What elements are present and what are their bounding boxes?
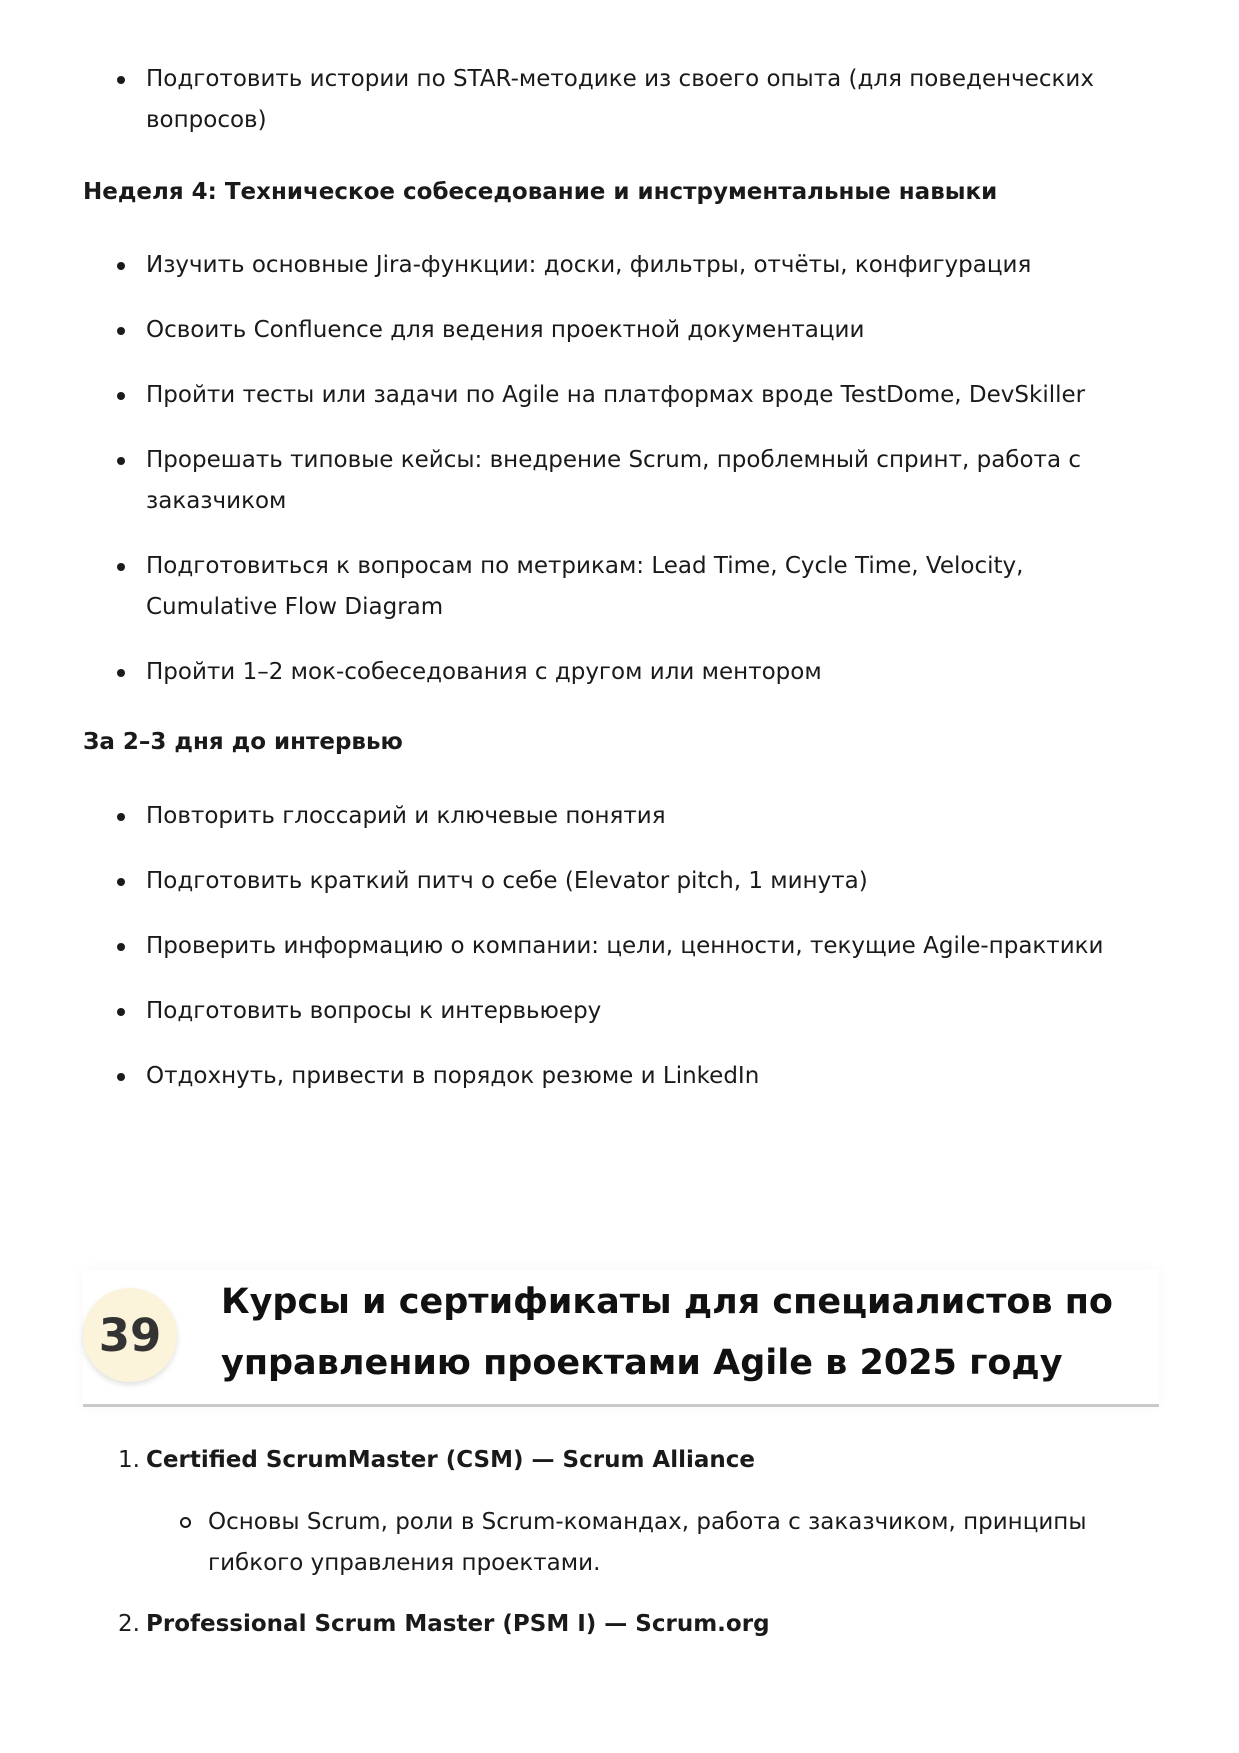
bullet-icon <box>117 1008 125 1016</box>
list-item <box>0 861 1239 902</box>
list-item <box>0 59 1239 141</box>
chapter-title: Курсы и сертификаты для специалистов по управлению проектами Agile в 2025 году <box>221 1282 1113 1383</box>
star-list <box>0 59 1239 141</box>
bullet-icon <box>117 878 125 886</box>
chapter-number-badge: 39 <box>83 1288 177 1382</box>
bullet-icon <box>117 457 125 465</box>
course-item <box>0 1440 1239 1584</box>
list-item <box>0 546 1239 628</box>
course-number: 2. <box>118 1611 140 1637</box>
bullet-icon <box>117 669 125 677</box>
list-item-text: Подготовиться к вопросам по метрикам: Lead Time, Cycle Time, Velocity, Cumulative Flow Diagram <box>146 553 1024 620</box>
list-item <box>0 1056 1239 1097</box>
list-item <box>0 652 1239 693</box>
week4-heading: Неделя 4: Техническое собеседование и инструментальные навыки <box>83 179 998 205</box>
course-title: Certified ScrumMaster (CSM) — Scrum Alliance <box>146 1447 756 1473</box>
bullet-icon <box>117 943 125 951</box>
bullet-icon <box>117 813 125 821</box>
list-item <box>0 310 1239 351</box>
bullet-icon <box>117 327 125 335</box>
list-item-text: Изучить основные Jira-функции: доски, фильтры, отчёты, конфигурация <box>146 252 1032 278</box>
before-interview-list <box>0 796 1239 1097</box>
list-item-text: Подготовить вопросы к интервьюеру <box>146 998 602 1024</box>
list-item <box>0 796 1239 837</box>
list-item-text: Пройти тесты или задачи по Agile на платформах вроде TestDome, DevSkiller <box>146 382 1086 408</box>
list-item-text: Отдохнуть, привести в порядок резюме и LinkedIn <box>146 1063 760 1089</box>
courses-list <box>0 1440 1239 1645</box>
course-item <box>0 1604 1239 1645</box>
list-item <box>0 245 1239 286</box>
before-interview-heading: За 2–3 дня до интервью <box>83 729 403 755</box>
list-item <box>0 440 1239 522</box>
list-item-text: Подготовить краткий питч о себе (Elevator pitch, 1 минута) <box>146 868 868 894</box>
list-item <box>0 991 1239 1032</box>
hollow-bullet-icon <box>180 1517 191 1528</box>
course-description-item <box>146 1502 1139 1584</box>
list-item-text: Пройти 1–2 мок-собеседования с другом или ментором <box>146 659 822 685</box>
list-item <box>0 375 1239 416</box>
bullet-icon <box>117 392 125 400</box>
list-item-text: Проверить информацию о компании: цели, ценности, текущие Agile-практики <box>146 933 1104 959</box>
list-item-text: Прорешать типовые кейсы: внедрение Scrum, проблемный спринт, работа с заказчиком <box>146 447 1081 514</box>
week4-list <box>0 245 1239 693</box>
bullet-icon <box>117 563 125 571</box>
bullet-icon <box>117 262 125 270</box>
bullet-icon <box>117 1073 125 1081</box>
chapter-header <box>83 1270 1159 1407</box>
list-item-text: Освоить Confluence для ведения проектной документации <box>146 317 865 343</box>
bullet-icon <box>117 76 125 84</box>
course-description: Основы Scrum, роли в Scrum-командах, работа с заказчиком, принципы гибкого управления проектами. <box>208 1509 1087 1576</box>
list-item-text: Повторить глоссарий и ключевые понятия <box>146 803 666 829</box>
course-title: Professional Scrum Master (PSM I) — Scrum.org <box>146 1611 770 1637</box>
list-item-text: Подготовить истории по STAR-методике из своего опыта (для поведенческих вопросов) <box>146 66 1094 133</box>
list-item <box>0 926 1239 967</box>
course-number: 1. <box>118 1447 140 1473</box>
